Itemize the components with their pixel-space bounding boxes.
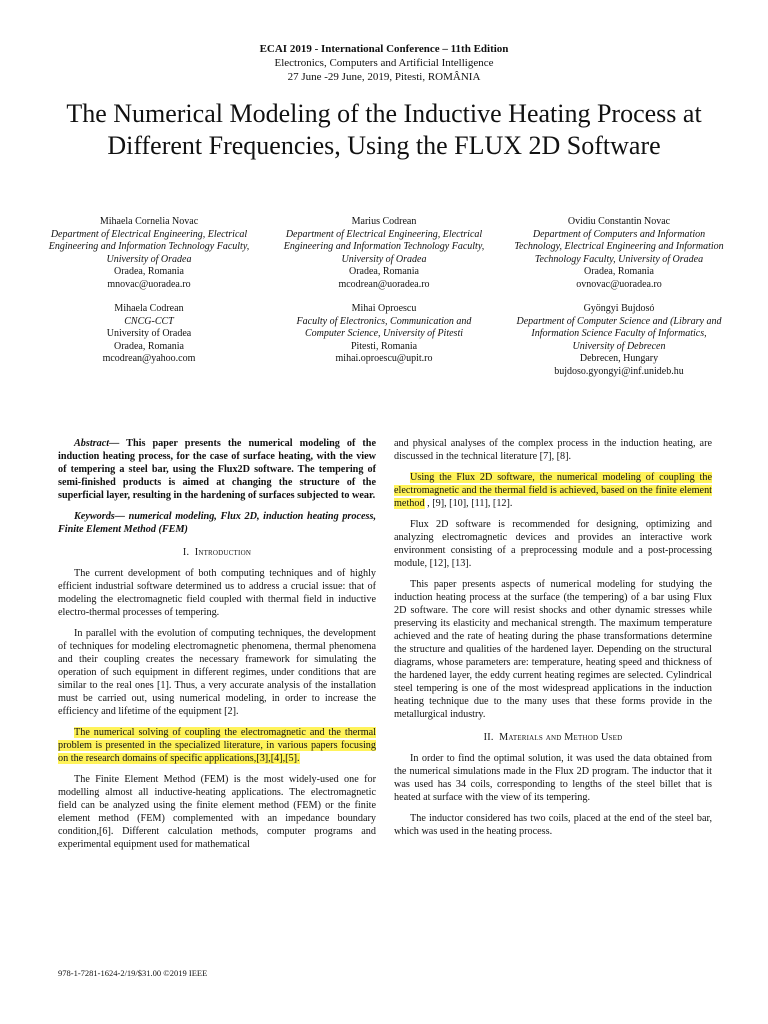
paragraph: The current development of both computing techniques and of highly efficient industrial software determined us to address a crucial issue: that of modeling the electromagnetic field coupled with thermal field in inductive electro-thermal processes of tempering. (58, 568, 376, 618)
author-email[interactable]: mihai.oproescu@upit.ro (335, 353, 433, 364)
author-email[interactable]: ovnovac@uoradea.ro (576, 278, 662, 290)
paragraph (58, 726, 376, 765)
conference-subtitle: Electronics, Computers and Artificial Intelligence (274, 57, 494, 69)
paragraph: The inductor considered has two coils, placed at the end of the steel bar, which was used in the heating process. (394, 813, 712, 837)
author-affiliation: Department of Computer Science and (Library and Information Science Faculty of Informatics, University of Debrecen (516, 315, 722, 352)
abstract (58, 437, 376, 502)
citation-text: , [9], [10], [11], [12]. (424, 498, 513, 509)
conference-name: ECAI 2019 - International Conference – 11th Edition (259, 43, 509, 55)
paragraph: The Finite Element Method (FEM) is the most widely-used one for modelling almost all inductive-heating applications. The electromagnetic field can be analyzed using the finite element method (FEM) or the finite element method (FEM) complemented with an impedance boundary condition,[6]. Different calculation methods, computer programs and experimental equipment used for mathematical (58, 774, 376, 850)
highlighted-text: The numerical solving of coupling the electromagnetic and the thermal problem is presented in the specialized literature, in various papers focusing on the research domains of specific applications,[3],[4],[5]. (58, 727, 376, 764)
author-email[interactable]: mcodrean@uoradea.ro (338, 278, 430, 290)
author-card (279, 216, 489, 291)
author-row (44, 303, 724, 378)
paragraph: This paper presents aspects of numerical modeling for studying the induction heating process at the surface (the tempering) of a bar using Flux 2D software. The core will resist shocks and other dynamic stresses while preserving its elasticity and mechanical strength. The maximum temperature achieved and the rate of heating during the phase transformations determine the structure and qualities of the hardened layer. Depending on the structural diagrams, whose parameters are: temperature, heating speed and thickness of the hardened layer, the eddy current heating regimes are selected. Cylindrical steel tempering is one of the most widespread applications in the induction heating technique due to the many uses that these forms provide in the metallurgical industry. (394, 579, 712, 720)
author-location: Debrecen, Hungary (579, 353, 659, 364)
paragraph (394, 471, 712, 510)
section-title: Introduction (194, 547, 252, 558)
author-affiliation: Department of Electrical Engineering, Electrical Engineering and Information Technology Faculty, University of Oradea (48, 228, 250, 265)
keywords-text: numerical modeling, Flux 2D, induction heating process, Finite Element Method (FEM) (58, 511, 376, 535)
author-location: Pitesti, Romania (350, 340, 418, 352)
author-affiliation: CNCG-CCT (124, 315, 174, 327)
abstract-text: This paper presents the numerical modeling of the induction heating process, for the case of surface heating, with the view of tempering a steel bar, using the Flux2D software. The tempering of semi-finished products is aimed at changing the structure of the superficial layer, resulting in the hardening of surfaces subjected to wear. (58, 438, 376, 501)
author-name: Mihaela Codrean (114, 303, 184, 314)
section-number: II. (483, 732, 494, 743)
abstract-label: Abstract— (74, 438, 120, 449)
keywords (58, 510, 376, 536)
author-card (279, 303, 489, 378)
author-email[interactable]: bujdoso.gyongyi@inf.unideb.hu (554, 365, 684, 377)
author-name: Mihai Oproescu (351, 303, 417, 314)
highlighted-text: Using the Flux 2D software, the numerical modeling of coupling the electromagnetic and the thermal field is achieved, based on the finite element method (394, 472, 712, 509)
section-heading (58, 546, 376, 559)
author-location: Oradea, Romania (114, 266, 184, 277)
author-location: Oradea, Romania (584, 266, 654, 277)
section-heading (394, 731, 712, 744)
conference-header (0, 42, 768, 84)
author-email[interactable]: mcodrean@yahoo.com (102, 353, 196, 364)
author-row (44, 216, 724, 291)
paragraph: Flux 2D software is recommended for designing, optimizing and analyzing electromagnetic devices and provides an interactive work environment consisting of a preprocessing module and a post-processing module, [12], [13]. (394, 519, 712, 569)
author-location: Oradea, Romania (349, 266, 419, 277)
right-column (394, 437, 712, 846)
author-affiliation: Department of Electrical Engineering, Electrical Engineering and Information Technology Faculty, University of Oradea (283, 228, 485, 265)
author-affiliation: Department of Computers and Information Technology, Electrical Engineering and Information Technology Faculty, University of Oradea (514, 228, 724, 265)
author-name: Marius Codrean (351, 216, 417, 227)
author-location: Oradea, Romania (114, 340, 184, 352)
author-location: University of Oradea (106, 328, 192, 339)
author-name: Ovidiu Constantin Novac (567, 216, 671, 227)
author-card (514, 303, 724, 378)
copyright-footer: 978-1-7281-1624-2/19/$31.00 ©2019 IEEE (58, 968, 208, 978)
paragraph: In order to find the optimal solution, it was used the data obtained from the numerical simulations made in the Flux 2D program. The inductor that it was used has 34 coils, corresponding to lengths of the steel billet that is heated at surface with the view of its tempering. (394, 753, 712, 803)
paragraph: In parallel with the evolution of computing techniques, the development of techniques for modeling electromagnetic phenomena, thermal phenomena and their coupling creates the necessary framework for simulating the operation of such equipment in different regimes, under conditions that are similar to the real ones [1]. Thus, a very accurate analysis of the installation must be carried out, using numerical modeling, in order to increase the efficiency and lifetime of the equipment [2]. (58, 628, 376, 717)
conference-dates: 27 June -29 June, 2019, Pitesti, ROMÂNIA (287, 71, 481, 83)
section-number: I. (182, 547, 190, 558)
author-name: Gyöngyi Bujdosó (583, 303, 655, 314)
author-block (44, 216, 724, 378)
author-name: Mihaela Cornelia Novac (99, 216, 199, 227)
paper-title: The Numerical Modeling of the Inductive Heating Process at Different Frequencies, Using the FLUX 2D Software (66, 99, 702, 160)
left-column (58, 437, 376, 859)
section-title: Materials and Method Used (499, 732, 623, 743)
author-card (44, 216, 254, 291)
paragraph: and physical analyses of the complex process in the induction heating, are discussed in the technical literature [7], [8]. (394, 438, 712, 462)
author-card (44, 303, 254, 378)
author-affiliation: Faculty of Electronics, Communication and Computer Science, University of Pitesti (296, 315, 472, 339)
keywords-label: Keywords— (74, 511, 125, 522)
author-card (514, 216, 724, 291)
author-email[interactable]: mnovac@uoradea.ro (107, 278, 191, 290)
